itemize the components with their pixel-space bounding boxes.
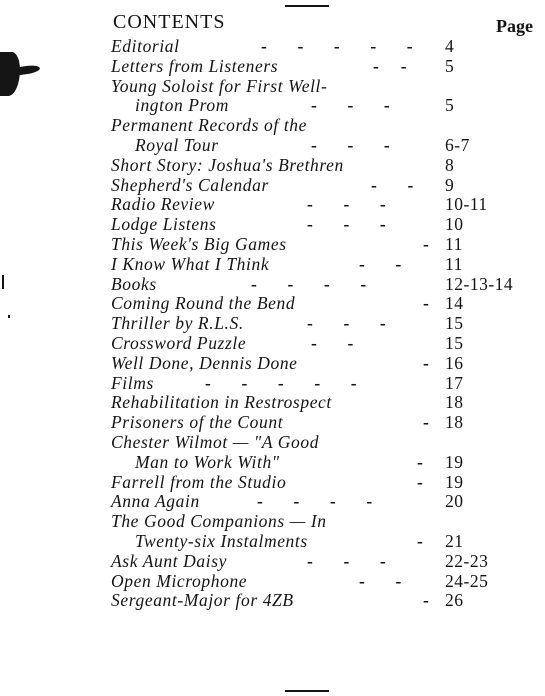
top-rule	[285, 5, 329, 7]
entry-page: 5	[445, 95, 455, 116]
toc-entry	[111, 176, 535, 196]
entry-title: Open Microphone	[111, 570, 248, 591]
entry-title: ington Prom	[135, 95, 229, 116]
entry-title: Editorial	[111, 36, 180, 56]
toc-entry	[111, 275, 535, 295]
entry-page: 20	[445, 491, 464, 512]
entry-leader: - -	[373, 55, 407, 76]
entry-leader: -	[417, 471, 423, 492]
entry-page: 21	[445, 530, 464, 551]
entry-title: Chester Wilmot — "A Good	[111, 431, 320, 452]
entry-leader: -	[423, 352, 429, 373]
toc-entry	[111, 96, 535, 116]
toc-entry	[111, 334, 535, 354]
toc-entry	[111, 572, 535, 592]
entry-page: 11	[445, 253, 463, 274]
entry-page: 5	[445, 55, 455, 76]
contents-header	[111, 11, 535, 36]
entry-title: Man to Work With"	[135, 451, 280, 472]
toc-entry	[111, 77, 535, 97]
toc-entry	[111, 393, 535, 413]
entry-title: Coming Round the Bend	[111, 293, 296, 314]
entry-leader: -	[417, 451, 423, 472]
entry-page: 14	[445, 293, 464, 314]
entry-leader: -	[417, 530, 423, 551]
toc-entry	[111, 512, 535, 532]
entry-leader: - - -	[307, 550, 386, 571]
entry-leader: -	[423, 293, 429, 314]
entry-page: 6-7	[445, 134, 470, 155]
entry-title: Lodge Listens	[111, 214, 217, 235]
page-column-label: Page	[496, 16, 533, 36]
entry-page: 11	[445, 233, 463, 254]
entry-page: 24-25	[445, 570, 489, 591]
entry-page: 19	[445, 471, 464, 492]
entry-title: The Good Companions — In	[111, 511, 327, 532]
ink-dot	[8, 315, 10, 318]
entry-leader: - - -	[307, 214, 386, 235]
entry-page: 9	[445, 174, 455, 195]
toc-entry	[111, 473, 535, 493]
toc-entry	[111, 156, 535, 176]
entry-title: Twenty-six Instalments	[135, 530, 308, 551]
toc-entry	[111, 37, 535, 57]
entry-leader: - - -	[311, 95, 390, 116]
entry-leader: - - -	[307, 194, 386, 215]
toc-entry	[111, 136, 535, 156]
entry-page: 12-13-14	[445, 273, 514, 294]
toc-entry	[111, 235, 535, 255]
entry-title: Books	[111, 273, 157, 294]
entry-title: Prisoners of the Count	[111, 412, 284, 433]
entry-title: Sergeant-Major for 4ZB	[111, 590, 294, 611]
entry-title: Rehabilitation in Restrospect	[111, 392, 332, 413]
entry-leader: -	[423, 590, 429, 611]
toc-entry	[111, 314, 535, 334]
entry-page: 18	[445, 392, 464, 413]
entry-title: I Know What I Think	[111, 253, 270, 274]
toc-entry	[111, 433, 535, 453]
toc-entry	[111, 413, 535, 433]
entry-leader: - - - - -	[205, 372, 357, 393]
entry-leader: - - - -	[257, 491, 373, 512]
entry-leader: -	[423, 233, 429, 254]
entry-title: Films	[111, 372, 154, 393]
entry-title: Shepherd's Calendar	[111, 174, 269, 195]
entry-page: 8	[445, 154, 455, 175]
entry-title: Thriller by R.L.S.	[111, 313, 244, 334]
entry-page: 17	[445, 372, 464, 393]
entry-title: Ask Aunt Daisy	[111, 550, 227, 571]
entry-title: Permanent Records of the	[111, 115, 307, 136]
entry-page: 15	[445, 332, 464, 353]
entry-page: 26	[445, 590, 464, 611]
toc-entry	[111, 374, 535, 394]
entry-leader: - - - -	[251, 273, 367, 294]
toc-entry	[111, 215, 535, 235]
entry-title: Young Soloist for First Well-	[111, 75, 328, 96]
entry-title: This Week's Big Games	[111, 233, 287, 254]
bottom-rule	[285, 690, 329, 692]
entry-page: 15	[445, 313, 464, 334]
entry-page: 16	[445, 352, 464, 373]
entry-leader: - - -	[307, 313, 386, 334]
entry-page: 22-23	[445, 550, 489, 571]
toc-entry	[111, 255, 535, 275]
entry-title: Radio Review	[111, 194, 215, 215]
entry-page: 10-11	[445, 194, 488, 215]
entry-page: 18	[445, 412, 464, 433]
entry-leader: - -	[359, 570, 402, 591]
entry-title: Short Story: Joshua's Brethren	[111, 154, 344, 175]
toc-entry	[111, 116, 535, 136]
contents-title: CONTENTS	[113, 11, 226, 33]
entry-title: Crossword Puzzle	[111, 332, 247, 353]
entry-leader: - -	[359, 253, 402, 274]
entry-page: 19	[445, 451, 464, 472]
entry-page: 4	[445, 36, 455, 56]
entry-leader: -	[423, 412, 429, 433]
toc-entry	[111, 492, 535, 512]
entry-title: Well Done, Dennis Done	[111, 352, 298, 373]
ink-tick	[2, 275, 4, 289]
toc-entry	[111, 532, 535, 552]
entry-title: Letters from Listeners	[111, 55, 279, 76]
toc-entry	[111, 57, 535, 77]
entry-title: Royal Tour	[135, 134, 219, 155]
entry-leader: - -	[311, 332, 354, 353]
toc-entry	[111, 354, 535, 374]
toc-entry	[111, 552, 535, 572]
toc-entry	[111, 591, 535, 611]
entry-page: 10	[445, 214, 464, 235]
entry-title: Anna Again	[111, 491, 200, 512]
contents-list	[111, 37, 535, 611]
toc-entry	[111, 453, 535, 473]
toc-entry	[111, 294, 535, 314]
entry-title: Farrell from the Studio	[111, 471, 287, 492]
entry-leader: - -	[371, 174, 414, 195]
entry-leader: - - - - -	[261, 36, 413, 56]
toc-entry	[111, 195, 535, 215]
entry-leader: - - -	[311, 134, 390, 155]
